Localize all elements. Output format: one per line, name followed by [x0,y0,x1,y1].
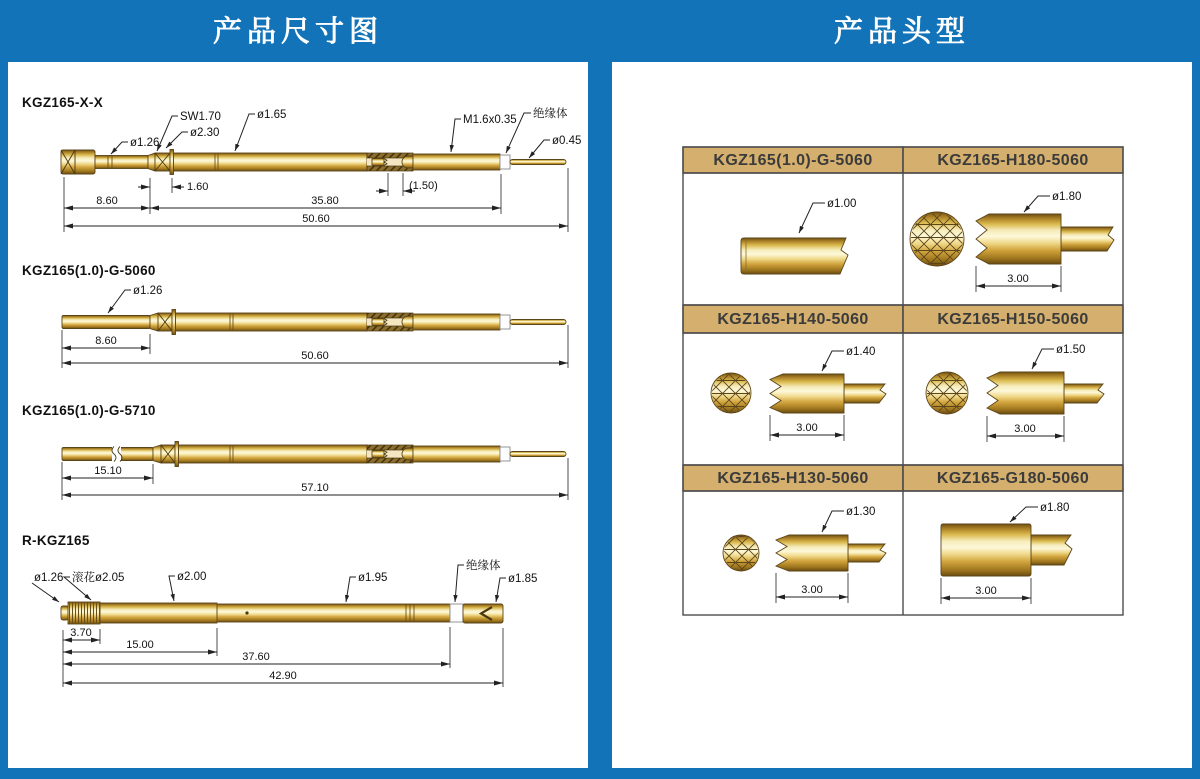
head-length-dim: 3.00 [1007,273,1029,285]
probe-tail-pin [510,452,566,457]
dimension-diagram-panel [8,62,588,768]
dimension-diagram-svg [8,62,588,768]
probe-thread-barrel [413,446,500,462]
hex-label: SW1.70 [180,111,221,123]
dim-text: 50.60 [301,350,329,362]
knurl-label: 滚花ø2.05 [72,572,125,584]
probe-back-plug [61,150,95,174]
dim-text: 15.00 [126,639,154,651]
head-cell-h150 [926,344,1104,442]
tube2-diameter-label: ø1.95 [358,572,388,584]
probe-shaft [62,316,150,329]
diameter-label: ø1.26 [133,285,163,297]
dim-text: 15.10 [94,465,122,477]
internal-plunger [372,159,384,166]
pin-diameter-label: ø0.45 [552,135,582,147]
probe-barrel [176,313,368,331]
head-type-panel [612,62,1192,768]
head-diameter-label: ø1.00 [827,198,857,210]
probe-flange [172,310,176,335]
cap-diameter-label: ø1.85 [508,573,538,585]
probe-tail-pin [510,320,566,325]
insulator-ring [450,604,463,622]
head-cell-h140 [711,346,886,441]
insulator-label: 绝缘体 [533,108,568,120]
head-model-header: KGZ165-H140-5060 [717,311,869,328]
dim-text: 42.90 [269,670,297,682]
dim-text: 50.60 [302,213,330,225]
receptacle-tube-2 [217,604,450,622]
head-profile [741,238,848,274]
right-panel-title: 产品头型 [833,16,970,48]
probe-shaft [62,448,153,461]
head-profile [941,524,1031,576]
dim-text: 35.80 [311,195,339,207]
flange-diameter-label: ø2.30 [190,127,220,139]
head-shaft [844,384,886,403]
insulator-ring [500,315,510,329]
probe-thread-barrel [413,314,500,330]
receptacle-tip [61,606,68,620]
thread-label: M1.6x0.35 [463,114,517,126]
dim-text: 3.70 [70,627,92,639]
model-label: KGZ165(1.0)-G-5060 [22,263,156,278]
head-diameter-label: ø1.50 [1056,344,1086,356]
head-length-dim: 3.00 [796,422,818,434]
model-label: R-KGZ165 [22,533,90,548]
head-shaft [1031,535,1072,565]
diameter-label: ø1.26 [34,572,64,584]
left-panel-title: 产品尺寸图 [212,16,383,48]
head-diameter-label: ø1.80 [1052,191,1082,203]
head-shaft [1061,227,1114,251]
probe-thread-barrel [413,154,500,170]
insulator-ring [500,155,510,169]
head-cell-h180 [910,191,1114,292]
receptacle-tube [100,603,217,623]
insulator-label: 绝缘体 [466,560,501,572]
head-cell-g180 [941,502,1072,604]
drawing-kgz165-x-x [22,95,581,232]
tube-diameter-label: ø2.00 [177,571,207,583]
head-shaft [1064,384,1104,403]
head-length-dim: 3.00 [801,584,823,596]
vent-hole [245,611,248,614]
head-profile [776,535,848,571]
head-model-header: KGZ165(1.0)-G-5060 [713,152,873,169]
head-diameter-label: ø1.30 [846,506,876,518]
dim-text: 1.60 [187,181,209,193]
head-shaft [848,544,886,562]
head-length-dim: 3.00 [975,585,997,597]
model-label: KGZ165-X-X [22,95,104,110]
probe-barrel [174,153,368,171]
model-label: KGZ165(1.0)-G-5710 [22,403,156,418]
probe-flange [170,150,174,175]
head-model-header: KGZ165-G180-5060 [936,470,1090,487]
dim-text: 8.60 [95,335,117,347]
head-model-header: KGZ165-H150-5060 [937,311,1089,328]
head-cell-h130 [723,506,886,603]
probe-tail-pin [510,160,566,165]
drawing-r-kgz165 [22,533,537,687]
dim-text: (1.50) [409,180,438,192]
dim-text: 57.10 [301,482,329,494]
head-model-header: KGZ165-H130-5060 [717,470,869,487]
head-cell-g-5060 [741,198,856,274]
head-type-svg [612,62,1192,768]
head-length-dim: 3.00 [1014,423,1036,435]
head-profile [770,374,844,413]
barrel-diameter-label: ø1.65 [257,109,287,121]
insulator-ring [500,447,510,461]
head-diameter-label: ø1.40 [846,346,876,358]
drawing-kgz165-g-5710 [22,403,568,500]
internal-ball [402,156,413,168]
drawing-kgz165-g-5060 [22,263,568,368]
head-model-header: KGZ165-H180-5060 [937,152,1089,169]
probe-flange [175,442,179,467]
head-diameter-label: ø1.80 [1040,502,1070,514]
dim-text: 8.60 [96,195,118,207]
probe-barrel [179,445,368,463]
dim-text: 37.60 [242,651,270,663]
probe-shaft [95,156,148,169]
head-profile [976,214,1061,264]
head-profile [987,372,1064,414]
diameter-label: ø1.26 [130,137,160,149]
